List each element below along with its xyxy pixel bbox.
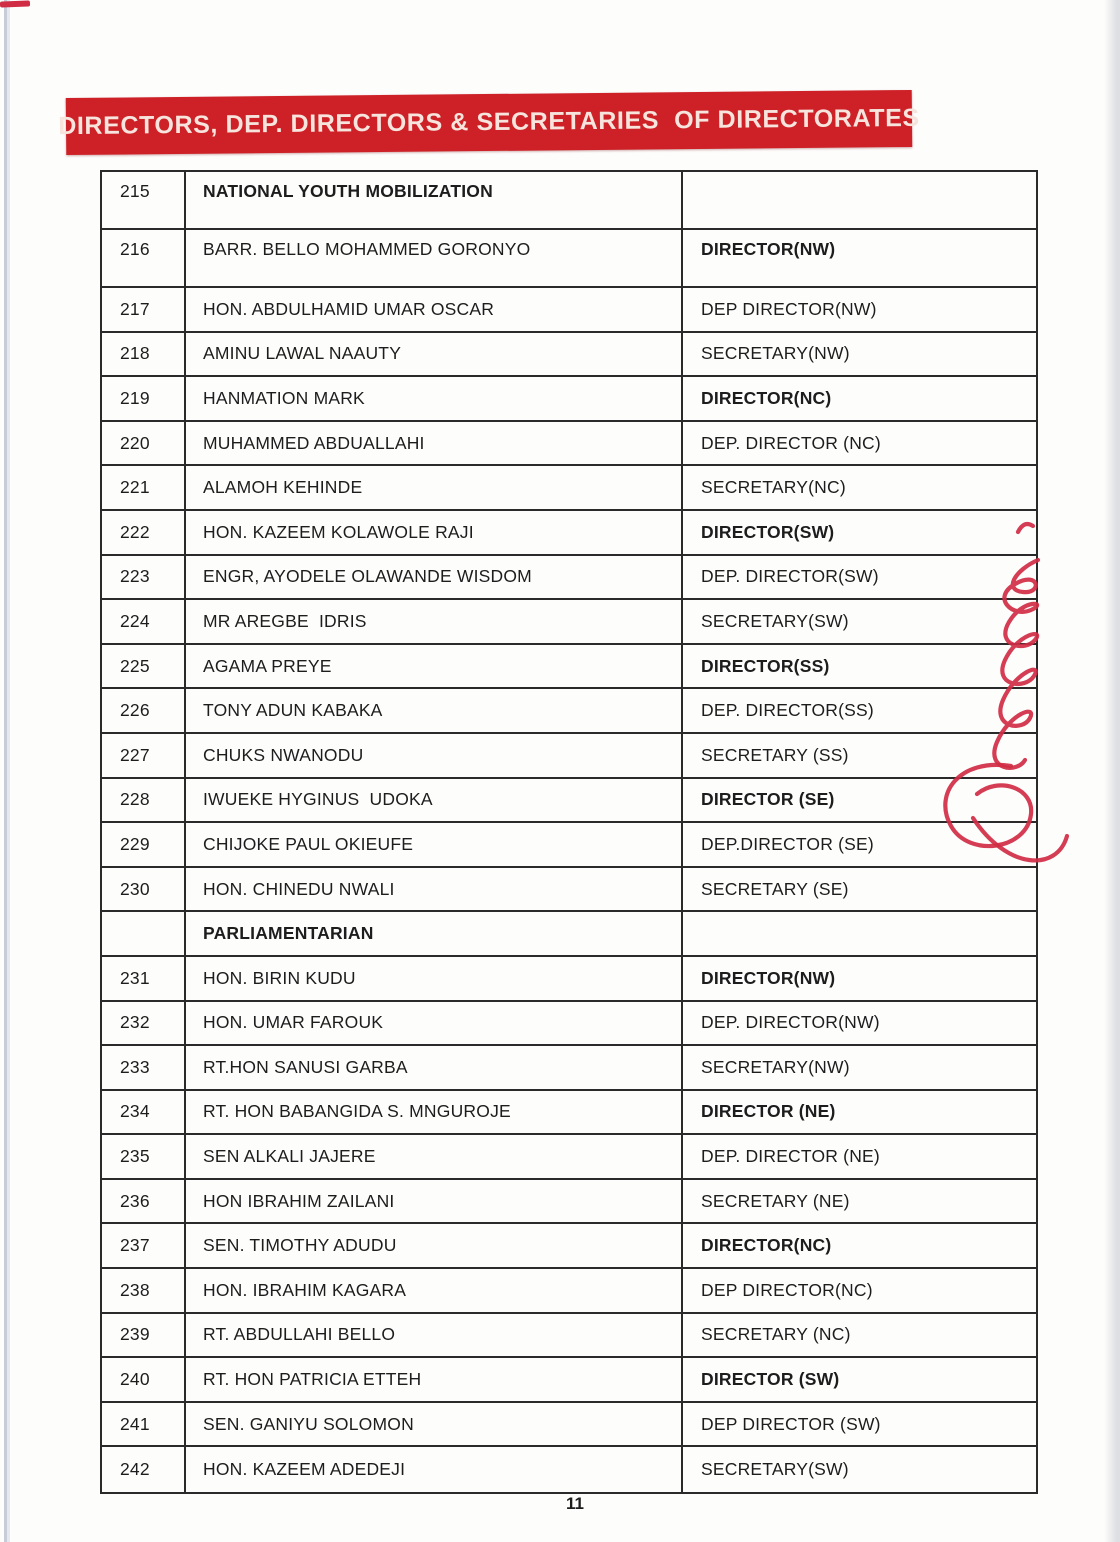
table-row bbox=[102, 957, 1036, 1002]
table-row bbox=[102, 1403, 1036, 1448]
row-number-cell: 225 bbox=[102, 645, 186, 688]
row-number-cell: 219 bbox=[102, 377, 186, 420]
row-position-cell: DEP DIRECTOR (SW) bbox=[701, 1413, 881, 1434]
table-row bbox=[102, 1002, 1036, 1047]
table-row bbox=[102, 1091, 1036, 1136]
row-position-cell: DIRECTOR(SW) bbox=[701, 521, 835, 542]
row-name-cell: BARR. BELLO MOHAMMED GORONYO bbox=[186, 230, 683, 286]
row-position-cell: SECRETARY (NE) bbox=[701, 1190, 850, 1211]
page-left-edge-line bbox=[4, 0, 7, 1542]
row-position-cell: SECRETARY(SW) bbox=[701, 1459, 849, 1480]
row-position-cell: SECRETARY(NW) bbox=[701, 1056, 850, 1077]
row-number-cell: 235 bbox=[102, 1135, 186, 1178]
row-name-cell: ENGR, AYODELE OLAWANDE WISDOM bbox=[186, 556, 683, 599]
row-number-cell: 237 bbox=[102, 1224, 186, 1267]
row-position-cell: DEP DIRECTOR(NW) bbox=[701, 298, 877, 319]
row-position-cell: DEP. DIRECTOR (NC) bbox=[701, 432, 881, 453]
page-title: DIRECTORS, DEP. DIRECTORS & SECRETARIES OF DIRECTORATES bbox=[58, 103, 920, 141]
row-position-cell: SECRETARY (SS) bbox=[701, 744, 849, 765]
row-number-cell: 239 bbox=[102, 1314, 186, 1357]
table-row bbox=[102, 1269, 1036, 1314]
row-position-cell: SECRETARY(NW) bbox=[701, 343, 850, 364]
table-row bbox=[102, 734, 1036, 779]
row-position-cell: DIRECTOR(NW) bbox=[701, 239, 836, 259]
table-row bbox=[102, 422, 1036, 467]
table-row bbox=[102, 868, 1036, 913]
row-position-cell: DEP DIRECTOR(NC) bbox=[701, 1279, 873, 1300]
table-row bbox=[102, 1447, 1036, 1492]
row-name-cell: NATIONAL YOUTH MOBILIZATION bbox=[186, 172, 683, 228]
row-name-cell: PARLIAMENTARIAN bbox=[186, 912, 683, 955]
table-row bbox=[102, 689, 1036, 734]
table-row bbox=[102, 645, 1036, 690]
row-number-cell: 233 bbox=[102, 1046, 186, 1089]
row-position-cell: SECRETARY(NC) bbox=[701, 477, 846, 498]
row-name-cell: ALAMOH KEHINDE bbox=[186, 466, 683, 509]
table-row bbox=[102, 1180, 1036, 1225]
row-name-cell: HON. CHINEDU NWALI bbox=[186, 868, 683, 911]
row-name-cell: HON. UMAR FAROUK bbox=[186, 1002, 683, 1045]
row-name-cell: RT. HON BABANGIDA S. MNGUROJE bbox=[186, 1091, 683, 1134]
row-name-cell: HON. KAZEEM KOLAWOLE RAJI bbox=[186, 511, 683, 554]
row-name-cell: MR AREGBE IDRIS bbox=[186, 600, 683, 643]
row-number-cell: 217 bbox=[102, 288, 186, 331]
row-name-cell: SEN. TIMOTHY ADUDU bbox=[186, 1224, 683, 1267]
row-number-cell: 230 bbox=[102, 868, 186, 911]
row-position-cell: DIRECTOR(NC) bbox=[701, 387, 832, 408]
row-position-cell: SECRETARY (NC) bbox=[701, 1324, 851, 1345]
table-row bbox=[102, 779, 1036, 824]
row-number-cell: 234 bbox=[102, 1091, 186, 1134]
row-name-cell: HON. BIRIN KUDU bbox=[186, 957, 683, 1000]
row-name-cell: AGAMA PREYE bbox=[186, 645, 683, 688]
page-right-edge-shadow bbox=[1104, 0, 1120, 1542]
row-name-cell: MUHAMMED ABDUALLAHI bbox=[186, 422, 683, 465]
row-name-cell: HON. IBRAHIM KAGARA bbox=[186, 1269, 683, 1312]
row-number-cell: 236 bbox=[102, 1180, 186, 1223]
row-number-cell: 240 bbox=[102, 1358, 186, 1401]
row-name-cell: SEN. GANIYU SOLOMON bbox=[186, 1403, 683, 1446]
row-number-cell: 218 bbox=[102, 333, 186, 376]
table-row bbox=[102, 1314, 1036, 1359]
row-number-cell: 223 bbox=[102, 556, 186, 599]
row-position-cell: DEP. DIRECTOR(SW) bbox=[701, 566, 879, 587]
row-name-cell: CHIJOKE PAUL OKIEUFE bbox=[186, 823, 683, 866]
row-number-cell: 229 bbox=[102, 823, 186, 866]
table-row bbox=[102, 1358, 1036, 1403]
row-number-cell: 228 bbox=[102, 779, 186, 822]
row-position-cell: DIRECTOR (SE) bbox=[701, 789, 835, 810]
row-position-cell: DIRECTOR(NW) bbox=[701, 967, 836, 988]
row-number-cell: 215 bbox=[102, 172, 186, 228]
row-name-cell: CHUKS NWANODU bbox=[186, 734, 683, 777]
row-position-cell: DEP. DIRECTOR(NW) bbox=[701, 1012, 880, 1033]
table-row bbox=[102, 333, 1036, 378]
row-name-cell: SEN ALKALI JAJERE bbox=[186, 1135, 683, 1178]
table-row bbox=[102, 511, 1036, 556]
row-number-cell: 224 bbox=[102, 600, 186, 643]
row-number-cell: 220 bbox=[102, 422, 186, 465]
row-name-cell: RT. ABDULLAHI BELLO bbox=[186, 1314, 683, 1357]
row-name-cell: HANMATION MARK bbox=[186, 377, 683, 420]
row-name-cell: RT.HON SANUSI GARBA bbox=[186, 1046, 683, 1089]
row-number-cell: 216 bbox=[102, 230, 186, 286]
row-position-cell bbox=[683, 912, 1036, 955]
row-name-cell: HON. ABDULHAMID UMAR OSCAR bbox=[186, 288, 683, 331]
row-position-cell: DIRECTOR (NE) bbox=[701, 1101, 836, 1122]
table-row bbox=[102, 556, 1036, 601]
table-row bbox=[102, 377, 1036, 422]
table-row bbox=[102, 1046, 1036, 1091]
row-name-cell: HON. KAZEEM ADEDEJI bbox=[186, 1447, 683, 1492]
table-row bbox=[102, 1135, 1036, 1180]
row-number-cell: 238 bbox=[102, 1269, 186, 1312]
row-position-cell: SECRETARY (SE) bbox=[701, 878, 849, 899]
row-name-cell: IWUEKE HYGINUS UDOKA bbox=[186, 779, 683, 822]
table-row bbox=[102, 230, 1036, 288]
row-position-cell: DEP. DIRECTOR (NE) bbox=[701, 1146, 880, 1167]
page-number: 11 bbox=[566, 1494, 584, 1513]
row-name-cell: AMINU LAWAL NAAUTY bbox=[186, 333, 683, 376]
table-row bbox=[102, 912, 1036, 957]
table-row bbox=[102, 466, 1036, 511]
table-row bbox=[102, 172, 1036, 230]
directorates-table bbox=[100, 170, 1038, 1494]
row-number-cell: 241 bbox=[102, 1403, 186, 1446]
table-row bbox=[102, 600, 1036, 645]
row-number-cell: 242 bbox=[102, 1447, 186, 1492]
row-name-cell: TONY ADUN KABAKA bbox=[186, 689, 683, 732]
row-position-cell: DIRECTOR(NC) bbox=[701, 1235, 832, 1256]
row-name-cell: HON IBRAHIM ZAILANI bbox=[186, 1180, 683, 1223]
row-number-cell: 232 bbox=[102, 1002, 186, 1045]
row-name-cell: RT. HON PATRICIA ETTEH bbox=[186, 1358, 683, 1401]
row-number-cell bbox=[102, 912, 186, 955]
row-number-cell: 227 bbox=[102, 734, 186, 777]
row-position-cell: SECRETARY(SW) bbox=[701, 610, 849, 631]
table-row bbox=[102, 1224, 1036, 1269]
row-number-cell: 226 bbox=[102, 689, 186, 732]
row-position-cell: DEP. DIRECTOR(SS) bbox=[701, 700, 874, 721]
table-row bbox=[102, 288, 1036, 333]
row-number-cell: 222 bbox=[102, 511, 186, 554]
title-banner bbox=[58, 90, 920, 155]
red-corner-mark bbox=[0, 0, 30, 7]
row-number-cell: 221 bbox=[102, 466, 186, 509]
table-row bbox=[102, 823, 1036, 868]
row-position-cell bbox=[683, 172, 1036, 228]
row-position-cell: DIRECTOR (SW) bbox=[701, 1369, 840, 1390]
row-number-cell: 231 bbox=[102, 957, 186, 1000]
row-position-cell: DEP.DIRECTOR (SE) bbox=[701, 833, 874, 854]
row-position-cell: DIRECTOR(SS) bbox=[701, 655, 830, 676]
